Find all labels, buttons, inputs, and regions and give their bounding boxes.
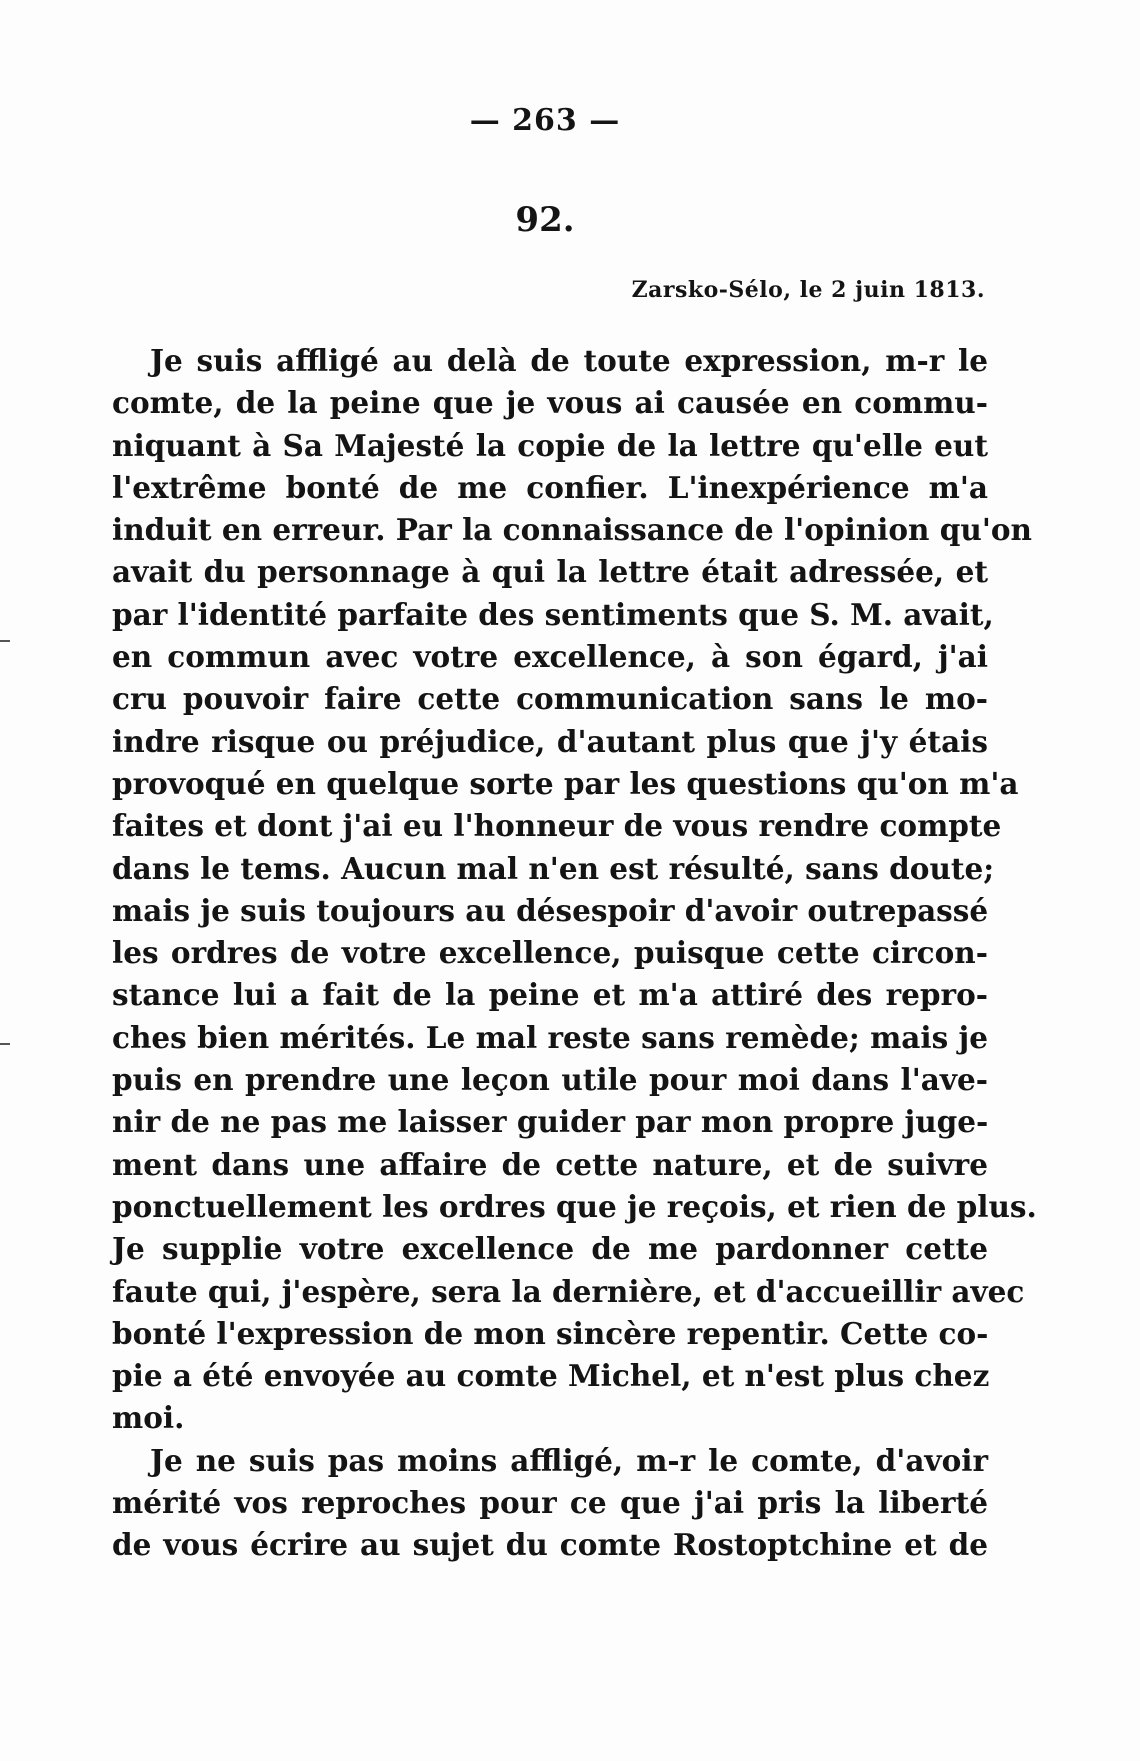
text-line: nir de ne pas me laisser guider par mon propre juge- xyxy=(112,1104,989,1140)
text-line: indre risque ou préjudice, d'autant plus que j'y étais xyxy=(112,723,988,759)
text-line: comte, de la peine que je vous ai causée en commu- xyxy=(112,385,988,421)
text-line: par l'identité parfaite des sentiments que S. M. avait, xyxy=(112,596,994,632)
text-line: stance lui a fait de la peine et m'a attiré des repro- xyxy=(112,977,988,1013)
letter-number: 92. xyxy=(515,200,575,240)
text-line: cru pouvoir faire cette communication sans le mo- xyxy=(112,681,988,717)
page-number: — 263 — xyxy=(469,103,621,138)
text-line: mais je suis toujours au désespoir d'avoir outrepassé xyxy=(112,892,989,928)
text-line: Je ne suis pas moins affligé, m-r le comte, d'avoir xyxy=(150,1442,988,1478)
text-line: faute qui, j'espère, sera la dernière, et d'accueillir avec xyxy=(112,1273,1025,1309)
text-line: mérité vos reproches pour ce que j'ai pris la liberté xyxy=(112,1485,988,1521)
text-line: dans le tems. Aucun mal n'en est résulté, sans doute; xyxy=(112,850,995,886)
text-line: Je suis affligé au delà de toute expression, m-r le xyxy=(150,343,988,378)
text-line: avait du personnage à qui la lettre était adressée, et xyxy=(112,554,988,590)
dateline: Zarsko-Sélo, le 2 juin 1813. xyxy=(631,277,985,303)
text-line: ponctuellement les ordres que je reçois, et rien de plus. xyxy=(112,1188,1037,1224)
text-line: bonté l'expression de mon sincère repentir. Cette co- xyxy=(112,1315,989,1351)
text-line: puis en prendre une leçon utile pour moi dans l'ave- xyxy=(112,1062,988,1098)
text-line: induit en erreur. Par la connaissance de l'opinion qu'on xyxy=(112,512,1033,548)
text-line: ches bien mérités. Le mal reste sans remède; mais je xyxy=(112,1019,988,1055)
letter-body xyxy=(112,340,1037,1567)
text-line: pie a été envoyée au comte Michel, et n'est plus chez xyxy=(112,1358,990,1394)
text-line: moi. xyxy=(112,1400,185,1436)
text-line: de vous écrire au sujet du comte Rostoptchine et de xyxy=(112,1527,988,1563)
margin-tick xyxy=(0,640,10,642)
margin-tick xyxy=(0,1043,10,1045)
text-line: faites et dont j'ai eu l'honneur de vous rendre compte xyxy=(112,808,1002,844)
text-line: Je supplie votre excellence de me pardonner cette xyxy=(112,1231,988,1267)
text-line: l'extrême bonté de me confier. L'inexpérience m'a xyxy=(112,469,988,505)
text-line: ment dans une affaire de cette nature, et de suivre xyxy=(112,1146,988,1182)
text-line: en commun avec votre excellence, à son égard, j'ai xyxy=(112,639,988,675)
text-line: niquant à Sa Majesté la copie de la lettre qu'elle eut xyxy=(112,427,988,463)
text-line: provoqué en quelque sorte par les questions qu'on m'a xyxy=(112,765,1019,801)
text-line: les ordres de votre excellence, puisque cette circon- xyxy=(112,935,988,971)
